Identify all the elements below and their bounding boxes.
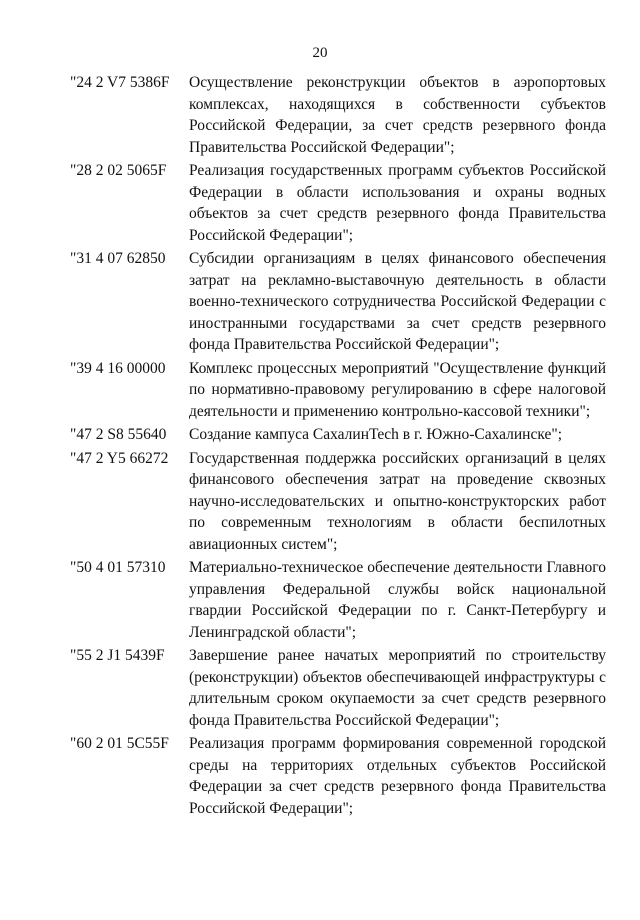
page-number: 20 [312,45,328,61]
entry-description: Материально-техническое обеспечение деятельности Главного управления Федеральной службы войск национальной гвардии Российской Федерации по г. Санкт-Петербургу и Ленинградской области"; [189,559,606,641]
entry-code: "47 2 S8 55640 [70,426,167,443]
entry-description: Субсидии организациям в целях финансового обеспечения затрат на рекламно-выставочную деятельность в области военно-технического сотрудничества Российской Федерации с иностранными государствами за счет средств резервного фонда Правительства Российской Федерации"; [189,250,606,353]
entry-code: "31 4 07 62850 [70,250,166,267]
entry-code: "55 2 J1 5439F [70,647,165,664]
entry-code: "24 2 V7 5386F [70,74,170,91]
entry-description: Осуществление реконструкции объектов в аэропортовых комплексах, находящихся в собственности субъектов Российской Федерации, за счет средств резервного фонда Правительства Российской Федерации"; [189,74,606,156]
entry-code: "50 4 01 57310 [70,559,166,576]
code-entry-list [0,72,640,821]
code-entry [0,248,640,356]
code-entry [0,733,640,819]
entry-code: "47 2 Y5 66272 [70,449,169,467]
code-entry [0,160,640,246]
entry-description: Комплекс процессных мероприятий "Осуществление функций по нормативно-правовому регулированию в сфере налоговой деятельности и применению контрольно-кассовой техники"; [189,359,606,420]
code-entry [0,72,640,158]
code-entry [0,358,640,423]
entry-description: Завершение ранее начатых мероприятий по строительству (реконструкции) объектов обеспечивающей инфраструктуры с длительным сроком окупаемости за счет средств резервного фонда Правительства Российской Федерации"; [189,647,606,729]
code-entry [0,448,640,556]
code-entry [0,557,640,643]
entry-code: "39 4 16 00000 [70,359,166,377]
entry-code: "60 2 01 5C55F [70,735,169,752]
entry-description: Государственная поддержка российских организаций в целях финансового обеспечения затрат на проведение сквозных научно-исследовательских и опытно-конструкторских работ по современным технологиям в области беспилотных авиационных систем"; [189,449,606,553]
entry-description: Создание кампуса СахалинTech в г. Южно-Сахалинске"; [189,426,562,443]
entry-description: Реализация государственных программ субъектов Российской Федерации в области использования и охраны водных объектов за счет средств резервного фонда Правительства Российской Федерации"; [189,162,606,244]
entry-code: "28 2 02 5065F [70,162,167,179]
entry-description: Реализация программ формирования современной городской среды на территориях отдельных субъектов Российской Федерации за счет средств резервного фонда Правительства Российской Федерации"; [189,735,606,817]
code-entry [0,645,640,731]
code-entry [0,424,640,446]
